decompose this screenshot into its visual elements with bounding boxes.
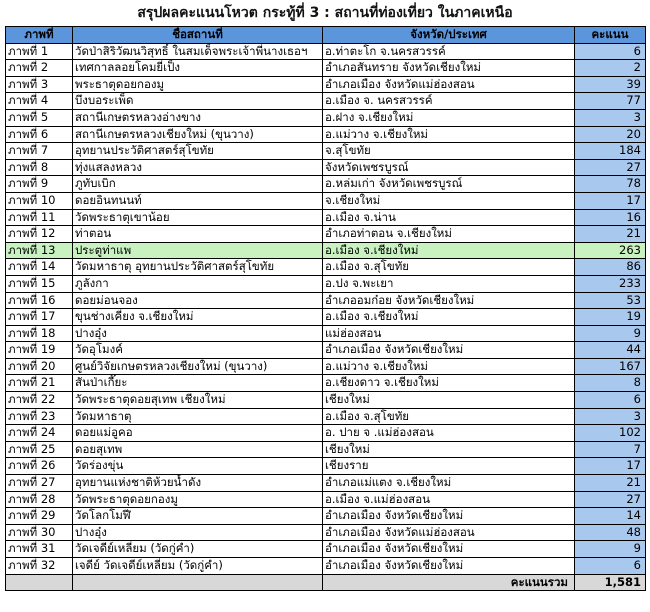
- cell-place: ศูนย์วิจัยเกษตรหลวงเชียงใหม่ (ขุนวาง): [73, 358, 323, 375]
- cell-place: วัดพระธาตุเขาน้อย: [73, 209, 323, 226]
- table-row: [6, 209, 646, 226]
- cell-province: อ.ปง จ.พะเยา: [323, 275, 575, 292]
- vote-results-table: [5, 26, 646, 591]
- cell-image: ภาพที่ 24: [6, 425, 73, 442]
- cell-score: 6: [575, 558, 646, 575]
- cell-place: ปางอุ๋ง: [73, 524, 323, 541]
- cell-image: ภาพที่ 5: [6, 109, 73, 126]
- table-row: [6, 441, 646, 458]
- table-row: [6, 325, 646, 342]
- table-row: [6, 358, 646, 375]
- cell-score: 48: [575, 524, 646, 541]
- table-row: [6, 143, 646, 160]
- cell-place: ดอยอินทนนท์: [73, 192, 323, 209]
- table-row: [6, 541, 646, 558]
- cell-image: ภาพที่ 15: [6, 275, 73, 292]
- cell-province: จังหวัดเพชรบูรณ์: [323, 159, 575, 176]
- cell-image: ภาพที่ 20: [6, 358, 73, 375]
- cell-place: วัดมหาธาตุ อุทยานประวัติศาสตร์สุโขทัย: [73, 259, 323, 276]
- table-row: [6, 558, 646, 575]
- cell-province: อำเภอเมือง จังหวัดเชียงใหม่: [323, 508, 575, 525]
- table-row: [6, 259, 646, 276]
- cell-image: ภาพที่ 13: [6, 242, 73, 259]
- cell-score: 6: [575, 392, 646, 409]
- cell-place: เจดีย์ วัดเจดีย์เหลี่ยม (วัดกู่คำ): [73, 558, 323, 575]
- total-label: คะแนนรวม: [323, 574, 575, 591]
- cell-image: ภาพที่ 32: [6, 558, 73, 575]
- table-row: [6, 126, 646, 143]
- cell-place: ท่าตอน: [73, 226, 323, 243]
- cell-score: 14: [575, 508, 646, 525]
- cell-image: ภาพที่ 30: [6, 524, 73, 541]
- cell-score: 86: [575, 259, 646, 276]
- cell-place: ดอยม่อนจอง: [73, 292, 323, 309]
- table-row: [6, 425, 646, 442]
- cell-province: อ.เมือง จ.เชียงใหม่: [323, 242, 575, 259]
- cell-province: อำเภออมก๋อย จังหวัดเชียงใหม่: [323, 292, 575, 309]
- cell-province: จ.เชียงใหม่: [323, 192, 575, 209]
- cell-province: อำเภอเมือง จังหวัดเชียงใหม่: [323, 558, 575, 575]
- cell-score: 17: [575, 458, 646, 475]
- cell-score: 3: [575, 408, 646, 425]
- cell-image: ภาพที่ 1: [6, 43, 73, 60]
- cell-province: อ.เมือง จ.สุโขทัย: [323, 408, 575, 425]
- cell-score: 27: [575, 491, 646, 508]
- cell-province: อ.ท่าตะโก จ.นครสวรรค์: [323, 43, 575, 60]
- cell-place: วัดอุโมงค์: [73, 342, 323, 359]
- table-row: [6, 475, 646, 492]
- cell-province: อ.แม่วาง จ.เชียงใหม่: [323, 358, 575, 375]
- table-row: [6, 226, 646, 243]
- cell-province: เชียงใหม่: [323, 392, 575, 409]
- cell-score: 6: [575, 43, 646, 60]
- table-row: [6, 458, 646, 475]
- cell-province: อ.เมือง จ.แม่ฮ่องสอน: [323, 491, 575, 508]
- cell-province: อ. ปาย จ .แม่ฮ่องสอน: [323, 425, 575, 442]
- table-row: [6, 524, 646, 541]
- table-row: [6, 275, 646, 292]
- cell-place: วัดพระธาตุดอยสุเทพ เชียงใหม่: [73, 392, 323, 409]
- cell-score: 233: [575, 275, 646, 292]
- cell-score: 2: [575, 60, 646, 77]
- cell-province: อำเภอเมือง จังหวัดเชียงใหม่: [323, 342, 575, 359]
- cell-province: อำเภอเมือง จังหวัดแม่ฮ่องสอน: [323, 524, 575, 541]
- cell-province: อำเภอสันทราย จังหวัดเชียงใหม่: [323, 60, 575, 77]
- table-row: [6, 60, 646, 77]
- cell-score: 77: [575, 93, 646, 110]
- total-empty-cell: [6, 574, 73, 591]
- cell-province: อ.เมือง จ.เชียงใหม่: [323, 309, 575, 326]
- cell-province: อ.แม่วาง จ.เชียงใหม่: [323, 126, 575, 143]
- cell-province: อ.เมือง จ.สุโขทัย: [323, 259, 575, 276]
- cell-province: อำเภอท่าตอน จ.เชียงใหม่: [323, 226, 575, 243]
- cell-score: 20: [575, 126, 646, 143]
- cell-place: วัดโลกโมฬี: [73, 508, 323, 525]
- cell-score: 9: [575, 325, 646, 342]
- cell-score: 7: [575, 441, 646, 458]
- cell-place: ดอยสุเทพ: [73, 441, 323, 458]
- cell-score: 27: [575, 159, 646, 176]
- cell-image: ภาพที่ 27: [6, 475, 73, 492]
- table-row: [6, 375, 646, 392]
- cell-place: ภูลังกา: [73, 275, 323, 292]
- cell-image: ภาพที่ 11: [6, 209, 73, 226]
- table-row: [6, 109, 646, 126]
- cell-image: ภาพที่ 31: [6, 541, 73, 558]
- cell-province: อำเภอเมือง จังหวัดแม่ฮ่องสอน: [323, 76, 575, 93]
- cell-place: วัดป่าสิริวัฒนวิสุทธิ์ ในสมเด็จพระเจ้าพี่นางเธอฯ: [73, 43, 323, 60]
- table-row: [6, 43, 646, 60]
- cell-place: วัดพระธาตุดอยกองมู: [73, 491, 323, 508]
- table-header-row: [6, 27, 646, 44]
- cell-image: ภาพที่ 10: [6, 192, 73, 209]
- cell-place: ภูทับเบิก: [73, 176, 323, 193]
- cell-place: ดอยแม่อูคอ: [73, 425, 323, 442]
- cell-score: 167: [575, 358, 646, 375]
- table-row: [6, 392, 646, 409]
- table-row: [6, 408, 646, 425]
- total-value: 1,581: [575, 574, 646, 591]
- cell-image: ภาพที่ 14: [6, 259, 73, 276]
- cell-score: 17: [575, 192, 646, 209]
- cell-score: 184: [575, 143, 646, 160]
- cell-image: ภาพที่ 17: [6, 309, 73, 326]
- cell-score: 102: [575, 425, 646, 442]
- table-row: [6, 491, 646, 508]
- cell-place: สถานีเกษตรหลวงอ่างขาง: [73, 109, 323, 126]
- cell-score: 44: [575, 342, 646, 359]
- cell-province: อ.เมือง จ. นครสวรรค์: [323, 93, 575, 110]
- cell-image: ภาพที่ 6: [6, 126, 73, 143]
- cell-place: พระธาตุดอยกองมู: [73, 76, 323, 93]
- table-row: [6, 159, 646, 176]
- cell-province: อ.เชียงดาว จ.เชียงใหม่: [323, 375, 575, 392]
- cell-place: ประตูท่าแพ: [73, 242, 323, 259]
- cell-image: ภาพที่ 9: [6, 176, 73, 193]
- cell-place: วัดมหาธาตุ: [73, 408, 323, 425]
- cell-score: 78: [575, 176, 646, 193]
- table-row: [6, 242, 646, 259]
- table-row: [6, 342, 646, 359]
- cell-score: 39: [575, 76, 646, 93]
- cell-score: 3: [575, 109, 646, 126]
- cell-image: ภาพที่ 8: [6, 159, 73, 176]
- cell-image: ภาพที่ 28: [6, 491, 73, 508]
- cell-image: ภาพที่ 22: [6, 392, 73, 409]
- cell-province: อ.เมือง จ.น่าน: [323, 209, 575, 226]
- cell-image: ภาพที่ 19: [6, 342, 73, 359]
- cell-image: ภาพที่ 7: [6, 143, 73, 160]
- cell-place: อุทยานแห่งชาติห้วยน้ำดัง: [73, 475, 323, 492]
- cell-province: เชียงใหม่: [323, 441, 575, 458]
- table-row: [6, 309, 646, 326]
- cell-score: 9: [575, 541, 646, 558]
- cell-score: 8: [575, 375, 646, 392]
- table-row: [6, 176, 646, 193]
- table-row: [6, 508, 646, 525]
- table-body: [6, 43, 646, 574]
- table-row: [6, 192, 646, 209]
- header-score: คะแนน: [575, 27, 646, 44]
- total-row: [6, 574, 646, 591]
- cell-place: ปางอุ๋ง: [73, 325, 323, 342]
- cell-image: ภาพที่ 2: [6, 60, 73, 77]
- cell-province: อำเภอเมือง จังหวัดเชียงใหม่: [323, 541, 575, 558]
- cell-score: 19: [575, 309, 646, 326]
- cell-place: ทุ่งแสลงหลวง: [73, 159, 323, 176]
- cell-score: 263: [575, 242, 646, 259]
- cell-image: ภาพที่ 25: [6, 441, 73, 458]
- cell-place: วัดร่องขุ่น: [73, 458, 323, 475]
- header-image: ภาพที่: [6, 27, 73, 44]
- cell-image: ภาพที่ 16: [6, 292, 73, 309]
- cell-province: อ.หล่มเก่า จังหวัดเพชรบูรณ์: [323, 176, 575, 193]
- cell-image: ภาพที่ 4: [6, 93, 73, 110]
- cell-image: ภาพที่ 18: [6, 325, 73, 342]
- cell-image: ภาพที่ 29: [6, 508, 73, 525]
- header-province: จังหวัด/ประเทศ: [323, 27, 575, 44]
- table-row: [6, 93, 646, 110]
- table-row: [6, 76, 646, 93]
- cell-province: อำเภอแม่แตง จ.เชียงใหม่: [323, 475, 575, 492]
- cell-place: สันป่าเกี๊ยะ: [73, 375, 323, 392]
- cell-score: 16: [575, 209, 646, 226]
- cell-score: 21: [575, 226, 646, 243]
- cell-image: ภาพที่ 26: [6, 458, 73, 475]
- cell-score: 53: [575, 292, 646, 309]
- cell-place: สถานีเกษตรหลวงเชียงใหม่ (ขุนวาง): [73, 126, 323, 143]
- cell-province: จ.สุโขทัย: [323, 143, 575, 160]
- cell-place: เทศกาลลอยโคมยี่เป็ง: [73, 60, 323, 77]
- page-title: สรุปผลคะแนนโหวต กระทู้ที่ 3 : สถานที่ท่องเที่ยว ในภาคเหนือ: [137, 5, 513, 21]
- cell-place: ขุนช่างเคี่ยง จ.เชียงใหม่: [73, 309, 323, 326]
- cell-image: ภาพที่ 21: [6, 375, 73, 392]
- cell-image: ภาพที่ 12: [6, 226, 73, 243]
- cell-image: ภาพที่ 3: [6, 76, 73, 93]
- cell-province: แม่ฮ่องสอน: [323, 325, 575, 342]
- cell-place: วัดเจดีย์เหลี่ยม (วัดกู่คำ): [73, 541, 323, 558]
- cell-province: เชียงราย: [323, 458, 575, 475]
- cell-image: ภาพที่ 23: [6, 408, 73, 425]
- table-row: [6, 292, 646, 309]
- cell-place: บึงบอระเพ็ด: [73, 93, 323, 110]
- cell-province: อ.ฝาง จ.เชียงใหม่: [323, 109, 575, 126]
- cell-place: อุทยานประวัติศาสตร์สุโขทัย: [73, 143, 323, 160]
- total-empty-cell: [73, 574, 323, 591]
- header-place: ชื่อสถานที่: [73, 27, 323, 44]
- cell-score: 21: [575, 475, 646, 492]
